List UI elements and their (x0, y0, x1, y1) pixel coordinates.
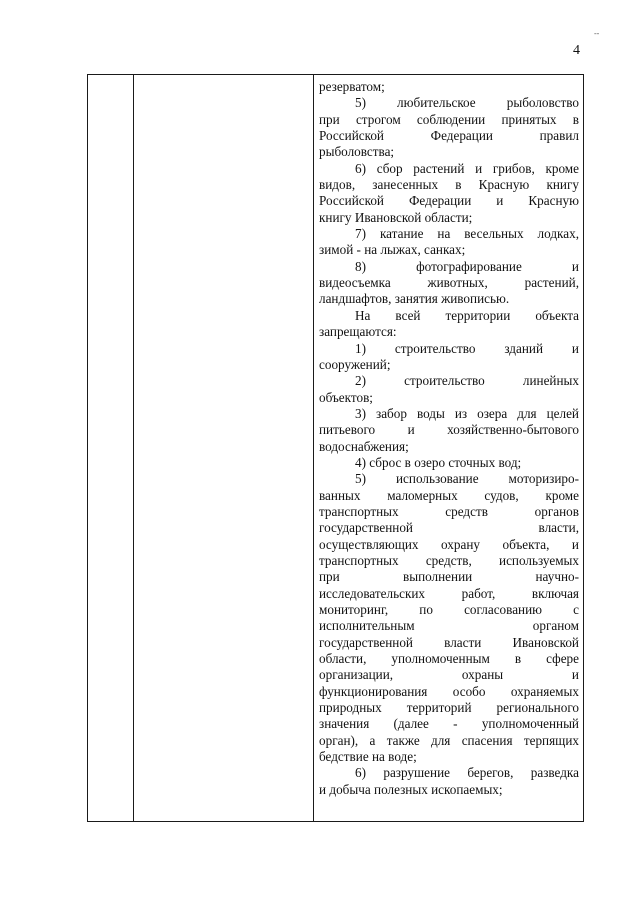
text-line: 7) катание на весельных лодках, (355, 226, 579, 242)
page-number: 4 (573, 43, 580, 58)
document-table (87, 74, 584, 822)
text-line: видеосъемка животных, растений, (319, 275, 579, 291)
text-line: 4) сброс в озеро сточных вод; (355, 454, 522, 470)
table-column-divider (313, 75, 314, 821)
text-line: и добыча полезных ископаемых; (319, 781, 503, 797)
text-line: 1) строительство зданий и (355, 340, 579, 356)
text-line: при выполнении научно- (319, 569, 579, 585)
text-line: осуществляющих охрану объекта, и (319, 536, 579, 552)
text-line: транспортных средств органов (319, 503, 579, 519)
text-line: резерватом; (319, 79, 385, 94)
text-line: сооружений; (319, 356, 391, 372)
text-line: ландшафтов, занятия живописью. (319, 291, 510, 307)
text-line: книгу Ивановской области; (319, 209, 473, 225)
text-line: видов, занесенных в Красную книгу (319, 177, 579, 193)
text-line: 6) разрушение берегов, разведка (355, 765, 579, 781)
text-line: 8) фотографирование и (355, 258, 579, 274)
text-line: 5) использование моторизиро- (355, 471, 579, 487)
text-line: мониторинг, по согласованию с (319, 602, 579, 617)
text-line: государственной власти, (319, 520, 579, 536)
text-line: На всей территории объекта (355, 307, 579, 323)
text-line: зимой - на лыжах, санках; (319, 242, 466, 258)
text-line: транспортных средств, используемых (319, 552, 579, 568)
text-line: рыболовства; (319, 144, 395, 160)
text-line: при строгом соблюдении принятых в (319, 111, 579, 127)
text-line: государственной власти Ивановской (319, 634, 579, 650)
text-line: ванных маломерных судов, кроме (319, 487, 579, 503)
text-line: 3) забор воды из озера для целей (355, 405, 579, 421)
text-line: значения (далее - уполномоченный (319, 716, 579, 732)
text-line: исследовательских работ, включая (319, 585, 579, 601)
text-line: 5) любительское рыболовство (355, 95, 579, 111)
text-line: природных территорий регионального (319, 700, 579, 716)
text-line: 2) строительство линейных (355, 373, 579, 389)
text-line: 6) сбор растений и грибов, кроме (355, 160, 579, 176)
text-line: орган), а также для спасения терпящих (319, 732, 579, 748)
scan-mark: -- (594, 29, 600, 38)
text-line: питьевого и хозяйственно-бытового (319, 422, 579, 438)
text-line: бедствие на воде; (319, 749, 417, 765)
table-column-divider (133, 75, 134, 821)
table-cell-regulations (319, 79, 579, 798)
text-line: организации, охраны и (319, 667, 579, 683)
text-line: объектов; (319, 389, 373, 405)
text-line: исполнительным органом (319, 618, 579, 634)
text-line: запрещаются: (319, 324, 397, 340)
text-line: функционирования особо охраняемых (319, 683, 579, 699)
text-line: Российской Федерации правил (319, 128, 579, 144)
text-line: Российской Федерации и Красную (319, 193, 579, 209)
text-line: водоснабжения; (319, 438, 409, 454)
text-line: области, уполномоченным в сфере (319, 651, 579, 667)
